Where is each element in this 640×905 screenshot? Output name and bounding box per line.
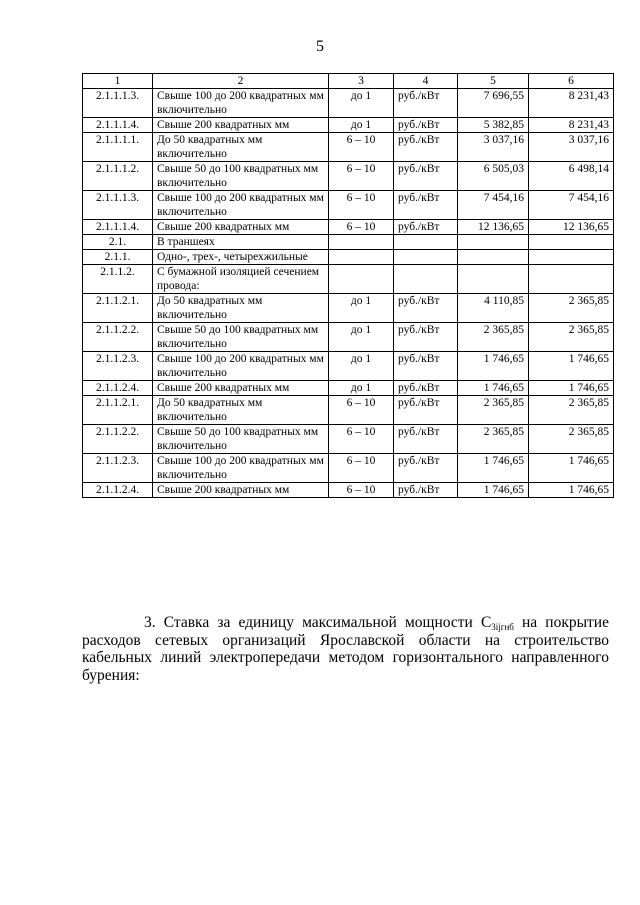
cell-value-6 — [529, 265, 614, 294]
cell-value-5: 2 365,85 — [458, 425, 529, 454]
cell-value-5 — [458, 250, 529, 265]
cell-code: 2.1.1.2.4. — [83, 381, 153, 396]
cell-unit — [394, 250, 458, 265]
cell-value-5: 3 037,16 — [458, 133, 529, 162]
cell-code: 2.1.1.2.1. — [83, 294, 153, 323]
table-header-row — [83, 74, 614, 89]
table-row — [83, 133, 614, 162]
column-header: 5 — [458, 74, 529, 89]
cell-value-6: 2 365,85 — [529, 425, 614, 454]
cell-unit: руб./кВт — [394, 118, 458, 133]
table-row — [83, 381, 614, 396]
cell-value-5: 7 454,16 — [458, 191, 529, 220]
paragraph-rest: на покрытие расходов сетевых организаций Ярославской области на строительство кабельных линий электропередачи методом горизонтального направленного бурения: — [82, 614, 609, 684]
column-header: 3 — [329, 74, 394, 89]
table-row — [83, 483, 614, 498]
cell-name: Свыше 100 до 200 квадратных мм включительно — [153, 89, 329, 118]
cell-value-6: 8 231,43 — [529, 118, 614, 133]
page-number: 5 — [316, 38, 324, 55]
cell-voltage — [329, 235, 394, 250]
cell-unit: руб./кВт — [394, 89, 458, 118]
cell-code: 2.1.1.2.2. — [83, 323, 153, 352]
cell-value-6: 2 365,85 — [529, 294, 614, 323]
cell-name: Свыше 100 до 200 квадратных мм включительно — [153, 352, 329, 381]
cell-unit: руб./кВт — [394, 396, 458, 425]
cell-value-5: 7 696,55 — [458, 89, 529, 118]
cell-name: До 50 квадратных мм включительно — [153, 133, 329, 162]
cell-value-6: 8 231,43 — [529, 89, 614, 118]
cell-voltage: 6 – 10 — [329, 425, 394, 454]
cell-unit: руб./кВт — [394, 483, 458, 498]
cell-value-6: 1 746,65 — [529, 483, 614, 498]
column-header: 2 — [153, 74, 329, 89]
cell-name: Свыше 100 до 200 квадратных мм включительно — [153, 191, 329, 220]
cell-voltage: 6 – 10 — [329, 133, 394, 162]
table-row — [83, 220, 614, 235]
cell-name: В траншеях — [153, 235, 329, 250]
rates-table — [82, 73, 614, 498]
cell-code: 2.1.1.1.4. — [83, 118, 153, 133]
cell-value-5: 1 746,65 — [458, 454, 529, 483]
table-row — [83, 396, 614, 425]
table-body — [83, 89, 614, 498]
cell-unit — [394, 235, 458, 250]
cell-value-5: 2 365,85 — [458, 396, 529, 425]
cell-value-6: 6 498,14 — [529, 162, 614, 191]
column-header: 1 — [83, 74, 153, 89]
table-row — [83, 191, 614, 220]
cell-code: 2.1.1.1.3. — [83, 191, 153, 220]
cell-name: Свыше 50 до 100 квадратных мм включительно — [153, 323, 329, 352]
table-row — [83, 118, 614, 133]
cell-value-5 — [458, 235, 529, 250]
cell-value-6: 1 746,65 — [529, 381, 614, 396]
cell-voltage — [329, 250, 394, 265]
column-header: 4 — [394, 74, 458, 89]
cell-voltage: до 1 — [329, 89, 394, 118]
cell-unit: руб./кВт — [394, 133, 458, 162]
cell-code: 2.1.1. — [83, 250, 153, 265]
cell-voltage: 6 – 10 — [329, 396, 394, 425]
column-header: 6 — [529, 74, 614, 89]
cell-value-5: 5 382,85 — [458, 118, 529, 133]
cell-name: Свыше 200 квадратных мм — [153, 220, 329, 235]
table-row — [83, 250, 614, 265]
cell-code: 2.1.1.1.1. — [83, 133, 153, 162]
paragraph-subscript: 3ijгнб — [491, 622, 514, 632]
cell-value-5: 6 505,03 — [458, 162, 529, 191]
cell-code: 2.1. — [83, 235, 153, 250]
cell-unit: руб./кВт — [394, 454, 458, 483]
cell-unit: руб./кВт — [394, 381, 458, 396]
cell-unit: руб./кВт — [394, 323, 458, 352]
cell-value-6: 7 454,16 — [529, 191, 614, 220]
cell-code: 2.1.1.2.4. — [83, 483, 153, 498]
cell-name: Свыше 200 квадратных мм — [153, 483, 329, 498]
cell-unit: руб./кВт — [394, 220, 458, 235]
cell-name: Свыше 50 до 100 квадратных мм включительно — [153, 425, 329, 454]
cell-value-5: 1 746,65 — [458, 352, 529, 381]
cell-name: Свыше 200 квадратных мм — [153, 381, 329, 396]
cell-value-5: 12 136,65 — [458, 220, 529, 235]
cell-value-6 — [529, 250, 614, 265]
cell-unit: руб./кВт — [394, 352, 458, 381]
cell-voltage: 6 – 10 — [329, 162, 394, 191]
cell-voltage: 6 – 10 — [329, 483, 394, 498]
cell-voltage: до 1 — [329, 118, 394, 133]
cell-voltage: до 1 — [329, 294, 394, 323]
cell-code: 2.1.1.2.1. — [83, 396, 153, 425]
paragraph-lead: 3. Ставка за единицу максимальной мощности С — [144, 614, 492, 631]
cell-value-6: 1 746,65 — [529, 352, 614, 381]
cell-value-6: 2 365,85 — [529, 396, 614, 425]
cell-voltage: до 1 — [329, 352, 394, 381]
cell-code: 2.1.1.1.4. — [83, 220, 153, 235]
cell-code: 2.1.1.2.3. — [83, 454, 153, 483]
table-row — [83, 425, 614, 454]
table-row — [83, 265, 614, 294]
cell-value-5 — [458, 265, 529, 294]
cell-unit: руб./кВт — [394, 425, 458, 454]
cell-code: 2.1.1.1.2. — [83, 162, 153, 191]
rate-paragraph — [82, 614, 609, 684]
cell-voltage — [329, 265, 394, 294]
table-row — [83, 294, 614, 323]
cell-value-6: 12 136,65 — [529, 220, 614, 235]
cell-voltage: 6 – 10 — [329, 191, 394, 220]
table-row — [83, 235, 614, 250]
cell-code: 2.1.1.2.2. — [83, 425, 153, 454]
cell-voltage: 6 – 10 — [329, 220, 394, 235]
table-row — [83, 454, 614, 483]
table-row — [83, 352, 614, 381]
cell-value-6: 1 746,65 — [529, 454, 614, 483]
cell-voltage: до 1 — [329, 381, 394, 396]
cell-unit: руб./кВт — [394, 162, 458, 191]
table-row — [83, 89, 614, 118]
cell-value-6: 2 365,85 — [529, 323, 614, 352]
cell-name: Свыше 100 до 200 квадратных мм включительно — [153, 454, 329, 483]
table-row — [83, 323, 614, 352]
cell-unit: руб./кВт — [394, 294, 458, 323]
cell-value-5: 1 746,65 — [458, 483, 529, 498]
cell-name: Свыше 200 квадратных мм — [153, 118, 329, 133]
cell-value-6: 3 037,16 — [529, 133, 614, 162]
cell-value-6 — [529, 235, 614, 250]
cell-unit — [394, 265, 458, 294]
cell-name: Одно-, трех-, четырехжильные — [153, 250, 329, 265]
cell-name: До 50 квадратных мм включительно — [153, 294, 329, 323]
table-row — [83, 162, 614, 191]
cell-voltage: 6 – 10 — [329, 454, 394, 483]
cell-name: До 50 квадратных мм включительно — [153, 396, 329, 425]
cell-value-5: 4 110,85 — [458, 294, 529, 323]
cell-name: Свыше 50 до 100 квадратных мм включительно — [153, 162, 329, 191]
cell-name: С бумажной изоляцией сечением провода: — [153, 265, 329, 294]
cell-unit: руб./кВт — [394, 191, 458, 220]
cell-voltage: до 1 — [329, 323, 394, 352]
cell-code: 2.1.1.2.3. — [83, 352, 153, 381]
cell-value-5: 1 746,65 — [458, 381, 529, 396]
cell-code: 2.1.1.1.3. — [83, 89, 153, 118]
cell-code: 2.1.1.2. — [83, 265, 153, 294]
cell-value-5: 2 365,85 — [458, 323, 529, 352]
